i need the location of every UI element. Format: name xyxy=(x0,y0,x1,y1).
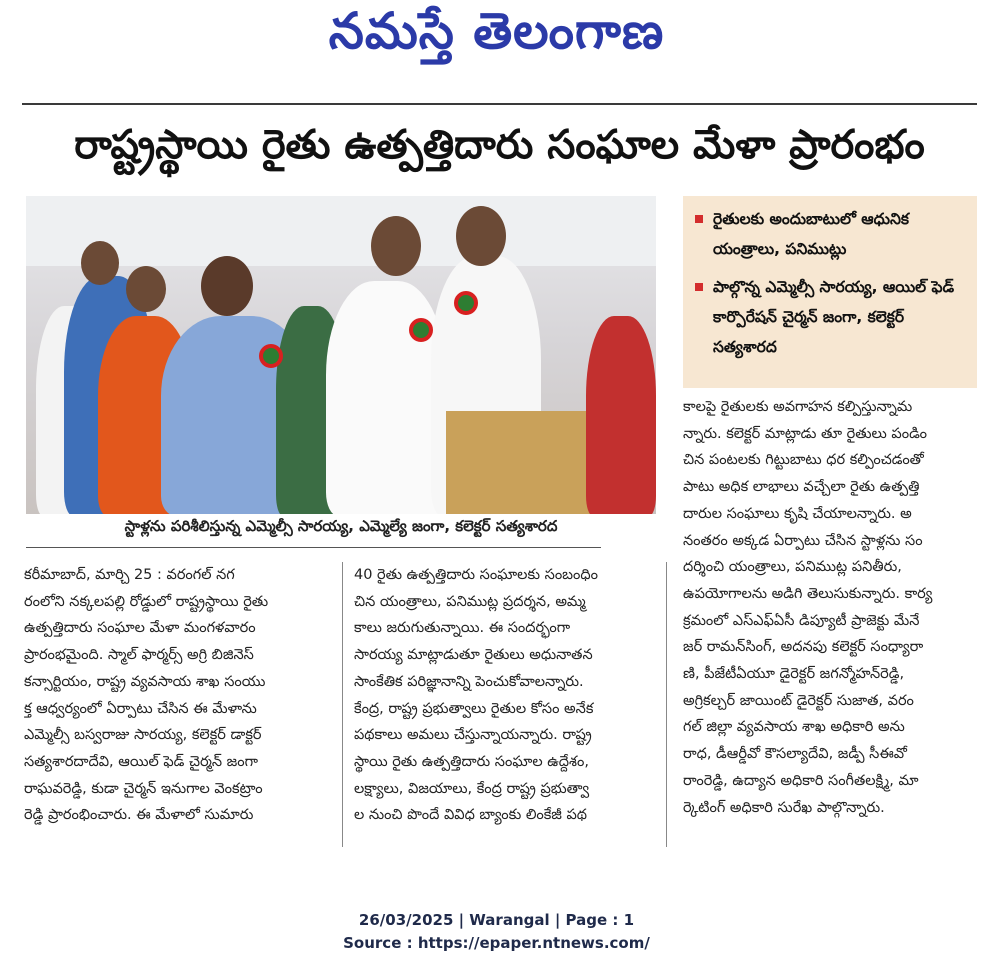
body-line: 40 రైతు ఉత్పత్తిదారు సంఘాలకు సంబంధిం xyxy=(354,567,598,583)
column-divider xyxy=(342,562,343,847)
footer-date-edition: 26/03/2025 | Warangal | Page : 1 xyxy=(358,911,635,929)
body-line: ఉత్పత్తిదారు సంఘాల మేళా మంగళవారం xyxy=(24,620,256,637)
article-column-2 xyxy=(354,562,654,829)
body-line: ణి, పీజేటీఏయూ డైరెక్టర్ జగన్మోహన్‌రెడ్డి, xyxy=(683,666,905,683)
body-line: గల్ జిల్లా వ్యవసాయ శాఖ అధికారి అను xyxy=(683,719,905,736)
bullet-icon xyxy=(695,215,703,223)
body-line: సారయ్య మాట్లాడుతూ రైతులు అధునాతన xyxy=(354,647,593,664)
body-line: స్థాయి రైతు ఉత్పత్తిదారు సంఘాల ఉద్దేశం, xyxy=(354,753,589,770)
body-line: ర్కెటింగ్ అధికారి సురేఖ పాల్గొన్నారు. xyxy=(683,799,885,816)
body-line: రంలోని నక్కలపల్లి రోడ్డులో రాష్ట్రస్థాయి రైతు xyxy=(24,593,269,610)
article-photo xyxy=(26,196,656,514)
body-line: దర్శించి యంత్రాలు, పనిముట్ల పనితీరు, xyxy=(683,559,902,576)
body-line: చిన పంటలకు గిట్టుబాటు ధర కల్పించడంతో xyxy=(683,452,924,469)
body-line: ఉపయోగాలను అడిగి తెలుసుకున్నారు. కార్య xyxy=(683,585,933,602)
photo-caption: స్టాళ్లను పరిశీలిస్తున్న ఎమ్మెల్సీ సారయ్య, ఎమ్మెల్యే జంగా, కలెక్టర్ సత్యశారద xyxy=(124,517,558,535)
highlights-box xyxy=(683,196,977,388)
masthead-logo: నమస్తే తెలంగాణ xyxy=(328,2,665,60)
body-line: పాటు అధిక లాభాలు వచ్చేలా రైతు ఉత్పత్తి xyxy=(683,479,920,496)
body-line: కన్సార్టియం, రాష్ట్ర వ్యవసాయ శాఖ సంయు xyxy=(24,673,266,690)
body-line: ప్రారంభమైంది. స్మాల్ ఫార్మర్స్ అగ్రి బిజినెస్ xyxy=(24,647,254,664)
bullet-icon xyxy=(695,283,703,291)
body-line: క్రమంలో ఎస్ఎఫ్ఏసీ డిప్యూటీ ప్రాజెక్టు మేనే xyxy=(683,612,920,629)
body-line: న్నారు. కలెక్టర్ మాట్లాడు తూ రైతులు పండిం xyxy=(683,425,927,442)
body-line: క్త ఆధ్వర్యంలో ఏర్పాటు చేసిన ఈ మేళాను xyxy=(24,700,257,717)
caption-underline xyxy=(26,547,601,548)
body-line: లక్ష్యాలు, విజయాలు, కేంద్ర రాష్ట్ర ప్రభుత్వా xyxy=(354,780,590,797)
body-line: పథకాలు అమలు చేస్తున్నాయన్నారు. రాష్ట్ర xyxy=(354,727,592,744)
article-column-3 xyxy=(683,394,977,821)
body-line: జర్ రామన్‌సింగ్, అదనపు కలెక్టర్ సంధ్యారా xyxy=(683,639,924,656)
body-line: కరీమాబాద్, మార్చి 25 : వరంగల్ నగ xyxy=(24,567,235,583)
body-line: చిన యంత్రాలు, పనిముట్ల ప్రదర్శన, అమ్మ xyxy=(354,593,586,610)
body-line: ఎమ్మెల్సీ బస్వరాజు సారయ్య, కలెక్టర్ డాక్టర్ xyxy=(24,727,262,744)
body-line: అగ్రికల్చర్ జాయింట్ డైరెక్టర్ సుజాత, వరం xyxy=(683,692,914,709)
footer-source: Source : https://epaper.ntnews.com/ xyxy=(343,934,650,952)
body-line: రాంరెడ్డి, ఉద్యాన అధికారి సంగీతలక్ష్మి, మా xyxy=(683,772,919,789)
body-line: రాఘవరెడ్డి, కుడా చైర్మన్ ఇనుగాల వెంకట్రాం xyxy=(24,780,263,797)
body-line: కాలు జరుగుతున్నాయి. ఈ సందర్భంగా xyxy=(354,620,571,637)
article-headline: రాష్ట్రస్థాయి రైతు ఉత్పత్తిదారు సంఘాల మేళా ప్రారంభం xyxy=(74,122,925,168)
column-divider xyxy=(666,562,667,847)
masthead-divider xyxy=(22,103,977,105)
body-line: సత్యశారదాదేవి, ఆయిల్ ఫెడ్ చైర్మన్ జంగా xyxy=(24,753,258,770)
body-line: కాలపై రైతులకు అవగాహన కల్పిస్తున్నామ xyxy=(683,399,913,415)
highlight-item: రైతులకు అందుబాటులో ఆధునిక యంత్రాలు, పనిముట్లు xyxy=(695,204,970,264)
body-line: ల నుంచి పొందే వివిధ బ్యాంకు లింకేజీ పథ xyxy=(354,807,588,824)
body-line: రాధ, డీఆర్డీవో కౌసల్యాదేవి, జడ్పీ సీఈవో xyxy=(683,746,907,763)
body-line: నంతరం అక్కడ ఏర్పాటు చేసిన స్టాళ్లను సం xyxy=(683,532,923,549)
article-column-1 xyxy=(24,562,334,829)
body-line: కేంద్ర, రాష్ట్ర ప్రభుత్వాలు రైతుల కోసం అనేక xyxy=(354,700,594,717)
body-line: దారుల సంఘాలు కృషి చేయాలన్నారు. అ xyxy=(683,505,912,522)
highlight-item: పాల్గొన్న ఎమ్మెల్సీ సారయ్య, ఆయిల్ ఫెడ్ కార్పొరేషన్ చైర్మన్ జంగా, కలెక్టర్ సత్యశారద xyxy=(695,272,970,362)
body-line: సాంకేతిక పరిజ్ఞానాన్ని పెంచుకోవాలన్నారు. xyxy=(354,673,584,690)
body-line: రెడ్డి ప్రారంభించారు. ఈ మేళాలో సుమారు xyxy=(24,807,254,824)
